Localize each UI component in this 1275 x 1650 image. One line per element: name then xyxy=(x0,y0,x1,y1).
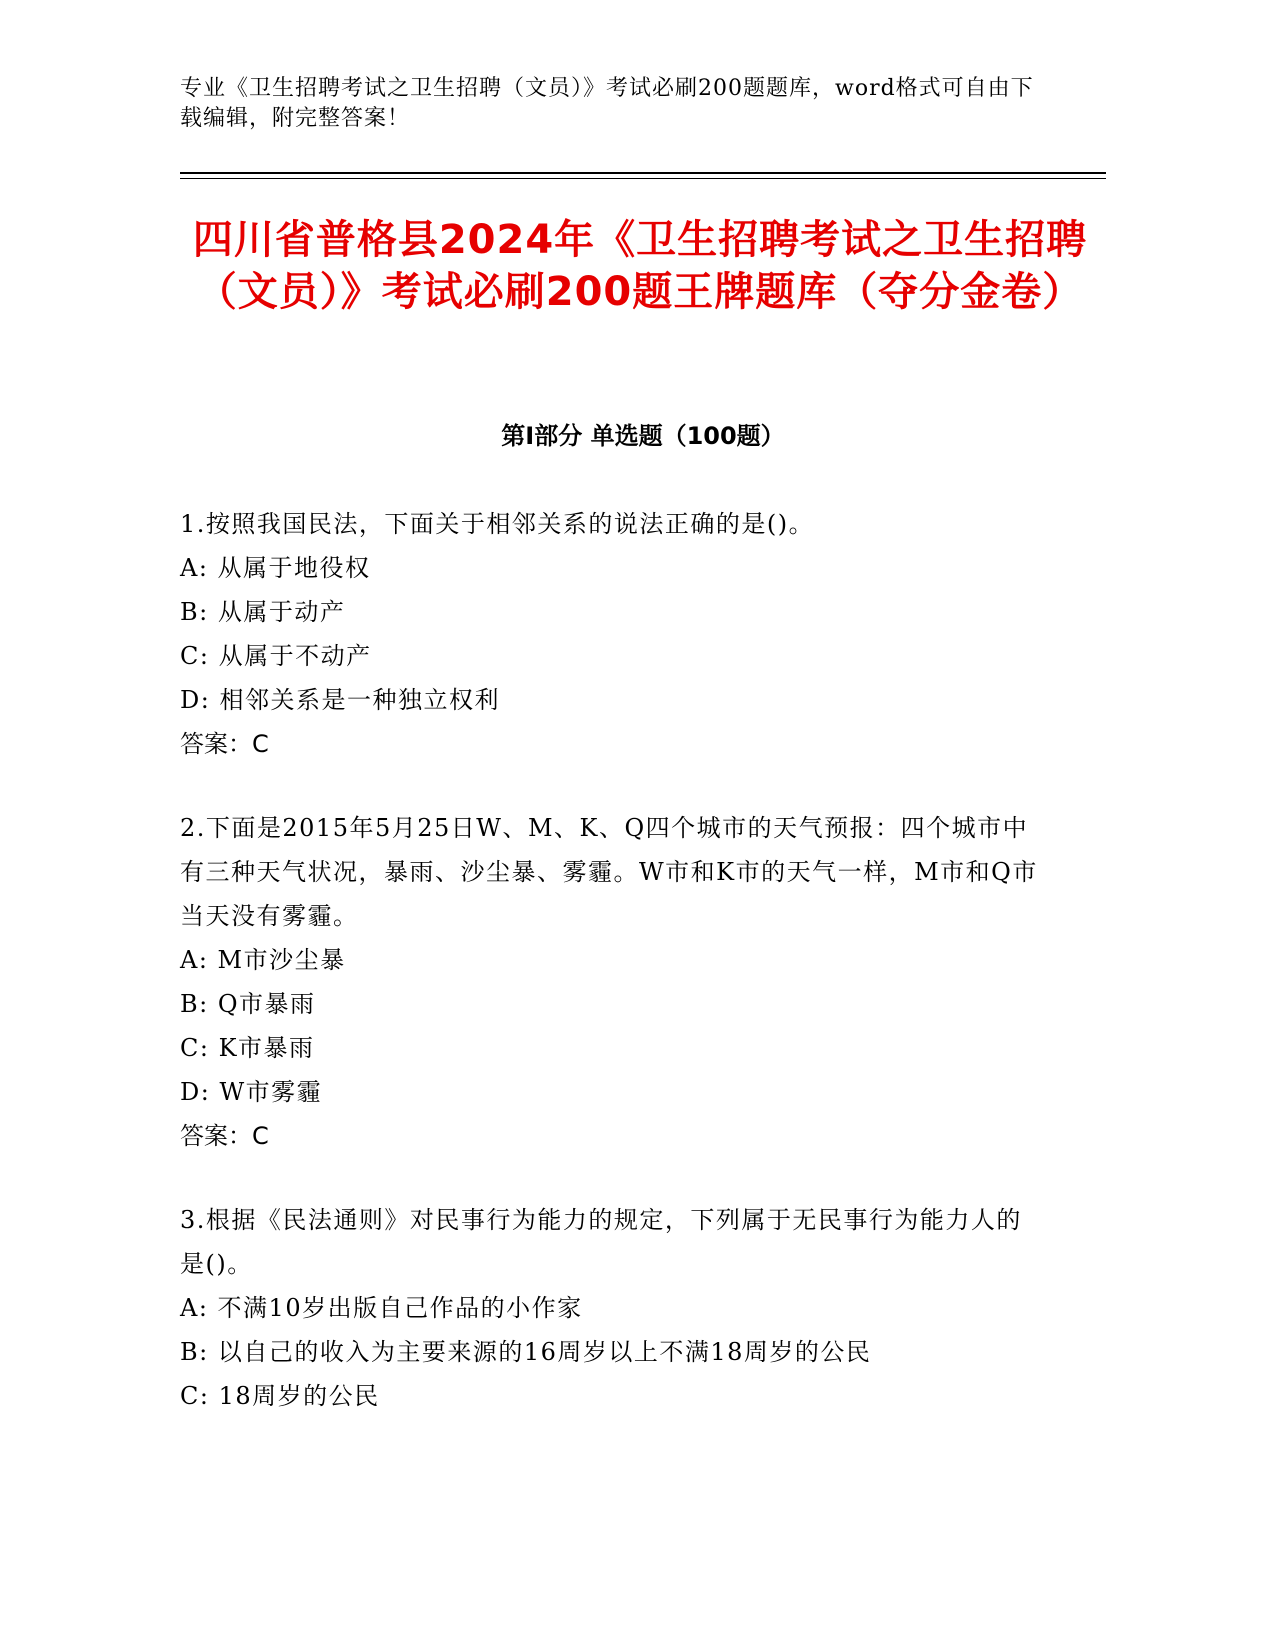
answer: 答案：C xyxy=(180,1122,269,1150)
question-stem: 2.下面是2015年5月25日W、M、K、Q四个城市的天气预报：四个城市中有三种天气状况，暴雨、沙尘暴、雾霾。W市和K市的天气一样，M市和Q市当天没有雾霾。 xyxy=(180,814,1038,930)
header-note: 专业《卫生招聘考试之卫生招聘（文员）》考试必刷200题题库，word格式可自由下载编辑，附完整答案！ xyxy=(180,76,1034,131)
option-b: B: Q市暴雨 xyxy=(180,990,316,1018)
question-stem: 3.根据《民法通则》对民事行为能力的规定，下列属于无民事行为能力人的是()。 xyxy=(180,1206,1022,1278)
option-b: B: 以自己的收入为主要来源的16周岁以上不满18周岁的公民 xyxy=(180,1338,872,1366)
question-1 xyxy=(180,502,1040,766)
question-2 xyxy=(180,806,1040,1158)
question-stem: 1.按照我国民法，下面关于相邻关系的说法正确的是()。 xyxy=(180,510,815,538)
question-list xyxy=(180,502,1040,1458)
option-a: A: 从属于地役权 xyxy=(180,554,371,582)
option-c: C: 从属于不动产 xyxy=(180,642,372,670)
option-a: A: 不满10岁出版自己作品的小作家 xyxy=(180,1294,583,1322)
option-d: D: W市雾霾 xyxy=(180,1078,323,1106)
option-d: D: 相邻关系是一种独立权利 xyxy=(180,686,500,714)
header-rule-thick xyxy=(180,172,1106,174)
header-rule-thin xyxy=(180,178,1106,179)
document-title: 四川省普格县2024年《卫生招聘考试之卫生招聘（文员）》考试必刷200题王牌题库（夺分金卷） xyxy=(192,217,1088,315)
answer: 答案：C xyxy=(180,730,269,758)
section-title: 第I部分 单选题（100题） xyxy=(501,422,785,450)
option-a: A: M市沙尘暴 xyxy=(180,946,346,974)
option-c: C: K市暴雨 xyxy=(180,1034,315,1062)
option-b: B: 从属于动产 xyxy=(180,598,346,626)
option-c: C: 18周岁的公民 xyxy=(180,1382,380,1410)
question-3 xyxy=(180,1198,1040,1418)
